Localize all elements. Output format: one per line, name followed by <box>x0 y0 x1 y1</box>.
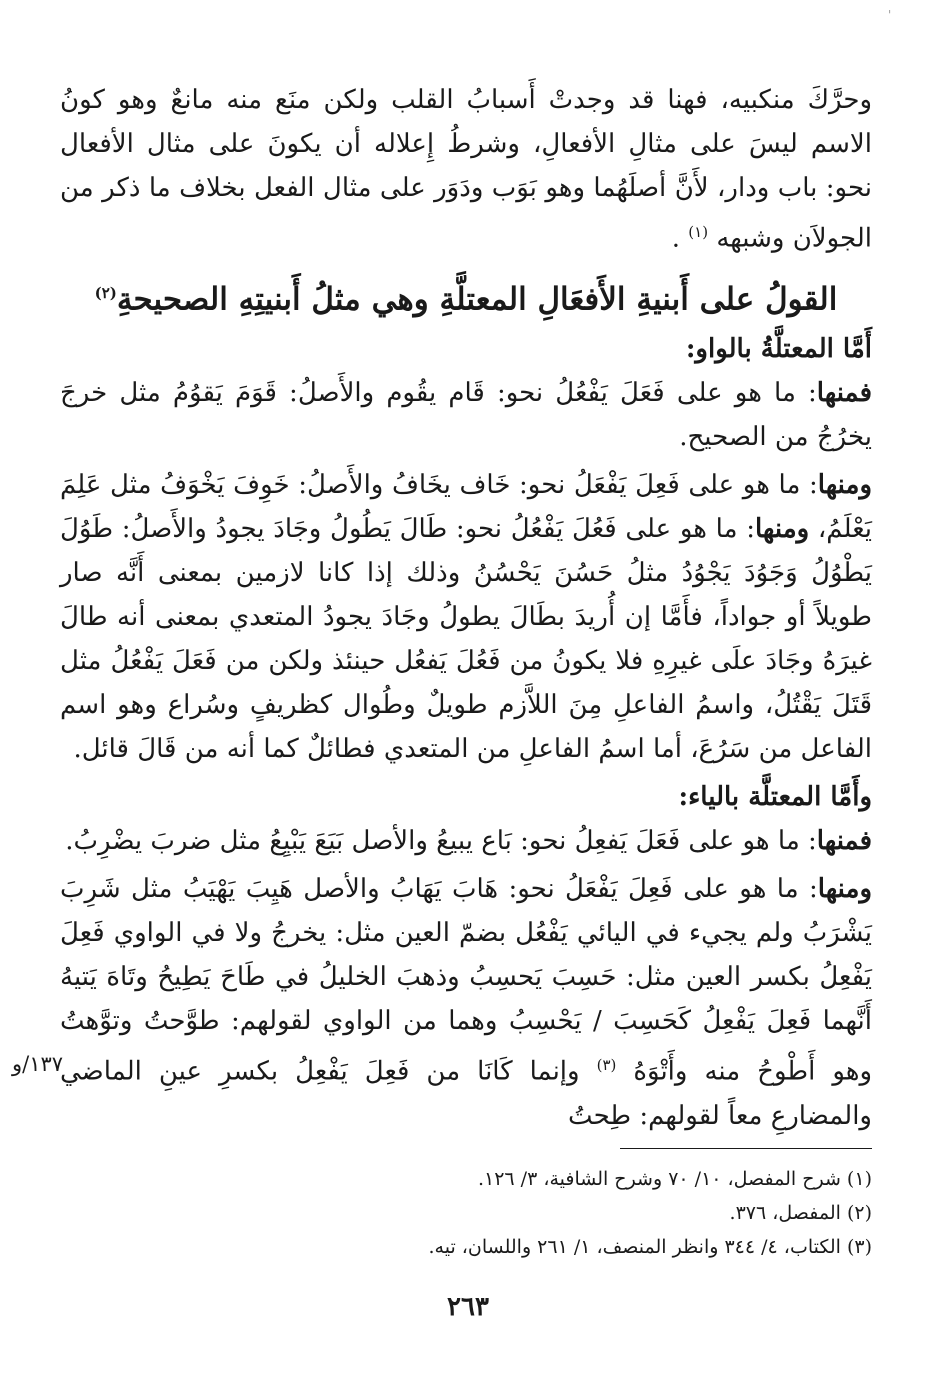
footnote-2: (٢) المفصل، ٣٧٦. <box>729 1202 872 1224</box>
paragraph-text: : ما هو على فَعَلَ يَفعِلُ نحو: بَاع يبيعُ والأصل بَيَعَ يَبْيِعُ مثل ضربَ يضْرِبُ. <box>65 825 817 856</box>
footnote-ref-2[interactable]: (٢) <box>94 283 117 302</box>
footnote-ref-3[interactable]: (٣) <box>596 1055 617 1074</box>
lead-word: ومنها <box>817 469 872 500</box>
page-body <box>60 78 872 1142</box>
footnotes <box>150 1162 872 1264</box>
subheading-ya: وأَمَّا المعتلَّة بالياء: <box>678 781 872 812</box>
paragraph-text: : ما هو على فَعِلَ يَفْعَلُ نحو: هَابَ يَهَابُ والأصل هَيِبَ يَهْيَبُ مثل شَرِبَ يَشْرَبُ ولم يجيء في اليائي يَفْعُل بضمّ العين مثل: يخرجُ ولا في الواوي فَعِلَ يَفْعِلُ بكسر العين مثل: حَسِبَ يَحسِبُ وذهبَ الخليلُ في طَاحَ يَطِيحُ وتَاهَ يَتيهُ أَنَّهما فَعِلَ يَفْعِلُ كَحَسِبَ / يَحْسِبُ وهما من الواوي لقولهم: طوَّحتُ وتوَّهتُ وهو أَطْوحُ منه وأَتْوَهُ <box>60 873 873 1087</box>
paragraph-text: : ما هو على فَعَلَ يَفْعُلُ نحو: قَام يقُوم والأَصلُ: قَوَمَ يَقوُمُ مثل خرجَ يخرُجُ من الصحيح. <box>60 377 872 452</box>
corner-mark: ' <box>888 8 892 22</box>
lead-word: ومنها <box>817 873 872 904</box>
lead-word: ومنها <box>754 513 810 544</box>
page-number: ٢٦٣ <box>447 1292 489 1322</box>
lead-word: فمنها <box>816 377 872 408</box>
paragraph-ya-2 <box>60 867 872 1138</box>
paragraph-intro: وحرَّكَ منكبيه، فهنا قد وجدتْ أَسبابُ القلب ولكن منَع منه مانعٌ وهو كونُ الاسم ليسَ على مثالِ الأفعالِ، وشرطُ إِعلاله أن يكونَ على مثال الأفعال نحو: باب ودار، لأَنَّ أصلَهُما وهو بَوَب ودَوَر على مثال الفعل بخلاف ما ذكر من الجولاَن وشبهه $^{(١)}$ . <box>60 85 872 254</box>
manuscript-folio-note: ١٣٧/و <box>12 1052 64 1076</box>
paragraph-intro-text: وحرَّكَ منكبيه، فهنا قد وجدتْ أَسبابُ القلب ولكن منَع منه مانعٌ وهو كونُ الاسم ليسَ على مثالِ الأفعالِ، وشرطُ إِعلاله أن يكونَ على مثال الأفعال نحو: باب ودار، لأَنَّ أصلَهُما وهو بَوَب ودَوَر على مثال الفعل بخلاف ما ذكر من الجولاَن وشبهه <box>60 85 872 254</box>
lead-word: فمنها <box>816 825 872 856</box>
subheading-waw: أَمَّا المعتلَّةُ بالواو: <box>685 333 872 364</box>
footnote-3: (٣) الكتاب، ٤/ ٣٤٤ وانظر المنصف، ١/ ٢٦١ واللسان، تيه. <box>428 1236 872 1258</box>
footnote-divider <box>620 1148 872 1149</box>
footnote-1: (١) شرح المفصل، ١٠/ ٧٠ وشرح الشافية، ٣/ ١٢٦. <box>477 1168 872 1190</box>
section-heading <box>60 265 872 327</box>
paragraph-ya-1 <box>60 819 872 863</box>
paragraph-text: : ما هو على فَعُلَ يَفْعُلُ نحو: طَالَ يَطُولُ وجَادَ يجودُ والأَصلُ: طَوُلَ يَطْوُلُ وَجَوُدَ يَجْوُدُ مثلُ حَسُنَ يَحْسُنُ وذلك إذا كانا لازمين بمعنى أَنَّه صار طويلاً أو جواداً، فأَمَّا إن أُريدَ بطَالَ يطولُ وجَادَ يجودُ المتعدي بمعنى أنه طالَ غيرَهُ وجَادَ علَى غيرِهِ فلا يكونُ من فَعُلَ يَفعُل حينئذ ولكن من فَعَلَ يَفْعُلُ مثل قَتَلَ يَقْتُلُ، واسمُ الفاعلِ مِنَ اللاَّزم طويلٌ وطُوال كظريفٍ وسُراع وهو اسم الفاعل من سَرُعَ، أما اسمُ الفاعلِ من المتعدي فطائلٌ كما أنه من قَالَ قائل. <box>60 513 872 764</box>
section-heading-text: القولُ على أَبنيةِ الأَفعَالِ المعتلَّةِ وهي مثلُ أَبنيتِهِ الصحيحةِ <box>116 280 838 317</box>
paragraph-text: : ما هو على فَعِلَ يَفْعَلُ نحو: خَاف يخَافُ والأَصلُ: خَوِفَ يَخْوَفُ مثل عَلِمَ يَعْلَمُ، <box>60 469 872 544</box>
paragraph-text: وإنما كَانَا من فَعِلَ يَفْعِلُ بكسرِ عينِ الماضي والمضارعِ معاً لقولهم: طِحتُ <box>60 1056 872 1131</box>
paragraph-waw-2 <box>60 463 872 771</box>
paragraph-waw-1 <box>60 371 872 459</box>
footnote-ref-1[interactable]: (١) <box>688 223 709 241</box>
